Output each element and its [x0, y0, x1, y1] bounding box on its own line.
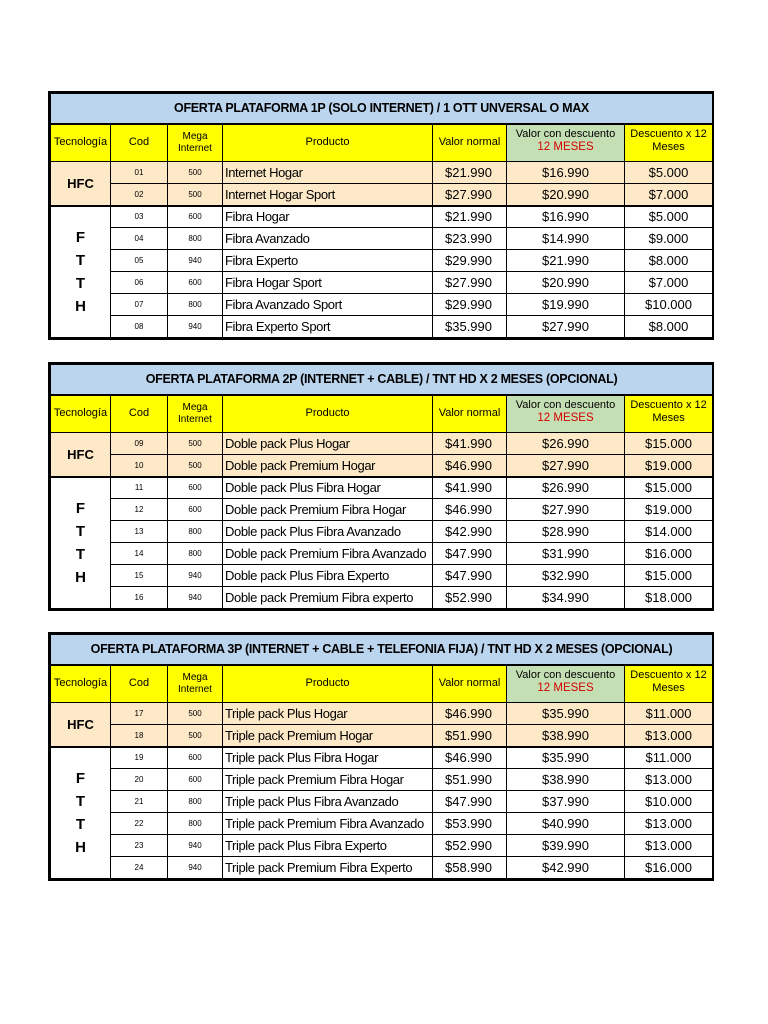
mega-cell: 800 [168, 521, 223, 543]
mega-cell: 500 [168, 433, 223, 455]
producto-cell: Internet Hogar [223, 162, 433, 184]
valor-normal-cell: $46.990 [433, 747, 507, 769]
producto-cell: Doble pack Plus Fibra Hogar [223, 477, 433, 499]
cod-cell: 04 [111, 228, 168, 250]
cod-cell: 18 [111, 725, 168, 747]
valor-normal-cell: $29.990 [433, 294, 507, 316]
valor-normal-cell: $42.990 [433, 521, 507, 543]
table-row [51, 162, 713, 184]
header-cod: Cod [111, 665, 168, 703]
table-row [51, 184, 713, 206]
offer-table-1p [48, 91, 714, 340]
table-row [51, 769, 713, 791]
tech-ftth-label [51, 206, 111, 338]
descuento-cell: $16.000 [625, 543, 713, 565]
mega-cell: 800 [168, 791, 223, 813]
table-row [51, 228, 713, 250]
table-row [51, 499, 713, 521]
header-descuento-line2: Meses [652, 681, 685, 694]
cod-cell: 13 [111, 521, 168, 543]
ftth-letter: F [75, 769, 86, 787]
valor-normal-cell: $46.990 [433, 499, 507, 521]
valor-normal-cell: $47.990 [433, 791, 507, 813]
valor-normal-cell: $53.990 [433, 813, 507, 835]
valor-descuento-cell: $28.990 [507, 521, 625, 543]
header-descuento-line1: Descuento x 12 [630, 668, 707, 681]
header-valor-normal: Valor normal [433, 124, 507, 162]
valor-descuento-cell: $21.990 [507, 250, 625, 272]
header-row [51, 395, 713, 433]
header-mega-line1: Mega [182, 401, 208, 413]
cod-cell: 05 [111, 250, 168, 272]
producto-cell: Fibra Avanzado Sport [223, 294, 433, 316]
ftth-letter: T [75, 792, 86, 810]
valor-normal-cell: $58.990 [433, 857, 507, 879]
valor-normal-cell: $27.990 [433, 184, 507, 206]
cod-cell: 24 [111, 857, 168, 879]
producto-cell: Doble pack Premium Fibra Avanzado [223, 543, 433, 565]
valor-normal-cell: $51.990 [433, 725, 507, 747]
header-mega-line1: Mega [182, 671, 208, 683]
descuento-cell: $5.000 [625, 206, 713, 228]
descuento-cell: $13.000 [625, 813, 713, 835]
mega-cell: 600 [168, 206, 223, 228]
valor-normal-cell: $46.990 [433, 703, 507, 725]
mega-cell: 500 [168, 184, 223, 206]
producto-cell: Doble pack Premium Fibra Hogar [223, 499, 433, 521]
cod-cell: 01 [111, 162, 168, 184]
cod-cell: 16 [111, 587, 168, 609]
cod-cell: 22 [111, 813, 168, 835]
header-mega-line2: Internet [178, 413, 212, 425]
producto-cell: Triple pack Premium Fibra Experto [223, 857, 433, 879]
valor-descuento-cell: $37.990 [507, 791, 625, 813]
valor-normal-cell: $41.990 [433, 433, 507, 455]
ftth-letters [51, 497, 110, 589]
header-valor-descuento-line1: Valor con descuento [515, 127, 616, 140]
valor-descuento-cell: $27.990 [507, 455, 625, 477]
cod-cell: 07 [111, 294, 168, 316]
producto-cell: Fibra Experto Sport [223, 316, 433, 338]
header-tecnologia: Tecnología [51, 124, 111, 162]
header-valor-descuento-months: 12 MESES [537, 681, 594, 694]
offer-table-2p [48, 362, 714, 611]
header-descuento-line2: Meses [652, 411, 685, 424]
valor-descuento-cell: $42.990 [507, 857, 625, 879]
table-row [51, 703, 713, 725]
producto-cell: Fibra Avanzado [223, 228, 433, 250]
producto-cell: Triple pack Premium Hogar [223, 725, 433, 747]
ftth-letter: H [75, 568, 86, 586]
ftth-letter: T [75, 274, 86, 292]
cod-cell: 23 [111, 835, 168, 857]
valor-descuento-cell: $20.990 [507, 184, 625, 206]
valor-normal-cell: $47.990 [433, 565, 507, 587]
header-descuento-meses [625, 124, 713, 162]
tech-hfc-label: HFC [51, 703, 111, 747]
valor-normal-cell: $52.990 [433, 835, 507, 857]
header-producto: Producto [223, 395, 433, 433]
producto-cell: Doble pack Plus Fibra Experto [223, 565, 433, 587]
header-mega-internet [168, 395, 223, 433]
mega-cell: 500 [168, 162, 223, 184]
valor-normal-cell: $23.990 [433, 228, 507, 250]
producto-cell: Triple pack Plus Fibra Hogar [223, 747, 433, 769]
header-descuento-meses [625, 665, 713, 703]
valor-normal-cell: $46.990 [433, 455, 507, 477]
header-producto: Producto [223, 665, 433, 703]
cod-cell: 12 [111, 499, 168, 521]
header-valor-descuento [507, 665, 625, 703]
header-valor-normal: Valor normal [433, 665, 507, 703]
descuento-cell: $10.000 [625, 791, 713, 813]
cod-cell: 21 [111, 791, 168, 813]
mega-cell: 600 [168, 769, 223, 791]
header-mega-line2: Internet [178, 142, 212, 154]
mega-cell: 940 [168, 565, 223, 587]
valor-descuento-cell: $35.990 [507, 703, 625, 725]
descuento-cell: $11.000 [625, 703, 713, 725]
table-row [51, 521, 713, 543]
cod-cell: 03 [111, 206, 168, 228]
mega-cell: 800 [168, 228, 223, 250]
producto-cell: Triple pack Premium Fibra Avanzado [223, 813, 433, 835]
valor-normal-cell: $35.990 [433, 316, 507, 338]
ftth-letter: T [75, 545, 86, 563]
cod-cell: 10 [111, 455, 168, 477]
descuento-cell: $18.000 [625, 587, 713, 609]
valor-descuento-cell: $39.990 [507, 835, 625, 857]
ftth-letter: H [75, 838, 86, 856]
descuento-cell: $8.000 [625, 250, 713, 272]
producto-cell: Triple pack Plus Hogar [223, 703, 433, 725]
ftth-letter: T [75, 251, 86, 269]
valor-descuento-cell: $34.990 [507, 587, 625, 609]
header-tecnologia: Tecnología [51, 665, 111, 703]
header-mega-line1: Mega [182, 130, 208, 142]
valor-descuento-cell: $26.990 [507, 433, 625, 455]
header-valor-descuento-line1: Valor con descuento [515, 668, 616, 681]
producto-cell: Doble pack Plus Hogar [223, 433, 433, 455]
header-descuento-line1: Descuento x 12 [630, 398, 707, 411]
ftth-letter: F [75, 499, 86, 517]
valor-descuento-cell: $31.990 [507, 543, 625, 565]
valor-normal-cell: $21.990 [433, 206, 507, 228]
descuento-cell: $7.000 [625, 184, 713, 206]
header-valor-descuento-months: 12 MESES [537, 411, 594, 424]
descuento-cell: $13.000 [625, 769, 713, 791]
valor-normal-cell: $47.990 [433, 543, 507, 565]
offer-table [50, 93, 713, 338]
mega-cell: 940 [168, 835, 223, 857]
mega-cell: 800 [168, 813, 223, 835]
descuento-cell: $15.000 [625, 477, 713, 499]
header-valor-descuento-line1: Valor con descuento [515, 398, 616, 411]
cod-cell: 17 [111, 703, 168, 725]
cod-cell: 09 [111, 433, 168, 455]
descuento-cell: $7.000 [625, 272, 713, 294]
ftth-letter: F [75, 228, 86, 246]
valor-descuento-cell: $16.990 [507, 162, 625, 184]
valor-descuento-cell: $14.990 [507, 228, 625, 250]
table-row [51, 272, 713, 294]
table-row [51, 455, 713, 477]
mega-cell: 940 [168, 316, 223, 338]
section-title: OFERTA PLATAFORMA 1P (SOLO INTERNET) / 1 OTT UNVERSAL O MAX [51, 94, 713, 124]
tech-ftth-label [51, 477, 111, 609]
producto-cell: Internet Hogar Sport [223, 184, 433, 206]
mega-cell: 600 [168, 747, 223, 769]
header-producto: Producto [223, 124, 433, 162]
valor-normal-cell: $52.990 [433, 587, 507, 609]
valor-normal-cell: $41.990 [433, 477, 507, 499]
table-row [51, 587, 713, 609]
header-valor-normal: Valor normal [433, 395, 507, 433]
ftth-letter: T [75, 522, 86, 540]
mega-cell: 940 [168, 857, 223, 879]
cod-cell: 15 [111, 565, 168, 587]
mega-cell: 800 [168, 543, 223, 565]
header-descuento-line1: Descuento x 12 [630, 127, 707, 140]
table-row [51, 250, 713, 272]
valor-normal-cell: $29.990 [433, 250, 507, 272]
table-row [51, 565, 713, 587]
mega-cell: 600 [168, 477, 223, 499]
descuento-cell: $15.000 [625, 565, 713, 587]
table-row [51, 747, 713, 769]
producto-cell: Doble pack Premium Fibra experto [223, 587, 433, 609]
table-row [51, 543, 713, 565]
ftth-letter: H [75, 297, 86, 315]
valor-normal-cell: $21.990 [433, 162, 507, 184]
header-valor-descuento [507, 124, 625, 162]
header-valor-descuento-months: 12 MESES [537, 140, 594, 153]
ftth-letters [51, 226, 110, 318]
table-row [51, 813, 713, 835]
mega-cell: 600 [168, 499, 223, 521]
table-row [51, 857, 713, 879]
descuento-cell: $16.000 [625, 857, 713, 879]
table-row [51, 725, 713, 747]
tech-hfc-label: HFC [51, 162, 111, 206]
table-row [51, 294, 713, 316]
valor-descuento-cell: $38.990 [507, 725, 625, 747]
valor-descuento-cell: $16.990 [507, 206, 625, 228]
cod-cell: 08 [111, 316, 168, 338]
valor-descuento-cell: $38.990 [507, 769, 625, 791]
producto-cell: Fibra Hogar Sport [223, 272, 433, 294]
valor-descuento-cell: $19.990 [507, 294, 625, 316]
mega-cell: 940 [168, 587, 223, 609]
descuento-cell: $8.000 [625, 316, 713, 338]
cod-cell: 02 [111, 184, 168, 206]
table-row [51, 206, 713, 228]
producto-cell: Fibra Hogar [223, 206, 433, 228]
valor-descuento-cell: $27.990 [507, 316, 625, 338]
descuento-cell: $13.000 [625, 835, 713, 857]
descuento-cell: $13.000 [625, 725, 713, 747]
producto-cell: Doble pack Premium Hogar [223, 455, 433, 477]
cod-cell: 20 [111, 769, 168, 791]
section-title: OFERTA PLATAFORMA 2P (INTERNET + CABLE) / TNT HD X 2 MESES (OPCIONAL) [51, 365, 713, 395]
header-descuento-line2: Meses [652, 140, 685, 153]
producto-cell: Doble pack Plus Fibra Avanzado [223, 521, 433, 543]
header-descuento-meses [625, 395, 713, 433]
valor-descuento-cell: $35.990 [507, 747, 625, 769]
header-mega-line2: Internet [178, 683, 212, 695]
mega-cell: 500 [168, 455, 223, 477]
valor-descuento-cell: $32.990 [507, 565, 625, 587]
valor-descuento-cell: $20.990 [507, 272, 625, 294]
table-row [51, 791, 713, 813]
mega-cell: 500 [168, 725, 223, 747]
descuento-cell: $5.000 [625, 162, 713, 184]
valor-descuento-cell: $27.990 [507, 499, 625, 521]
mega-cell: 500 [168, 703, 223, 725]
descuento-cell: $14.000 [625, 521, 713, 543]
mega-cell: 800 [168, 294, 223, 316]
cod-cell: 14 [111, 543, 168, 565]
cod-cell: 19 [111, 747, 168, 769]
descuento-cell: $19.000 [625, 499, 713, 521]
table-row [51, 477, 713, 499]
header-cod: Cod [111, 395, 168, 433]
producto-cell: Triple pack Plus Fibra Avanzado [223, 791, 433, 813]
table-row [51, 835, 713, 857]
section-title: OFERTA PLATAFORMA 3P (INTERNET + CABLE + TELEFONIA FIJA) / TNT HD X 2 MESES (OPCIONAL) [51, 635, 713, 665]
offer-table [50, 634, 713, 879]
tech-ftth-label [51, 747, 111, 879]
header-mega-internet [168, 665, 223, 703]
valor-normal-cell: $51.990 [433, 769, 507, 791]
mega-cell: 600 [168, 272, 223, 294]
offer-table-3p [48, 632, 714, 881]
ftth-letter: T [75, 815, 86, 833]
header-row [51, 665, 713, 703]
header-mega-internet [168, 124, 223, 162]
producto-cell: Triple pack Premium Fibra Hogar [223, 769, 433, 791]
mega-cell: 940 [168, 250, 223, 272]
descuento-cell: $11.000 [625, 747, 713, 769]
producto-cell: Fibra Experto [223, 250, 433, 272]
header-cod: Cod [111, 124, 168, 162]
descuento-cell: $15.000 [625, 433, 713, 455]
descuento-cell: $10.000 [625, 294, 713, 316]
header-tecnologia: Tecnología [51, 395, 111, 433]
ftth-letters [51, 767, 110, 859]
producto-cell: Triple pack Plus Fibra Experto [223, 835, 433, 857]
offer-table [50, 364, 713, 609]
valor-descuento-cell: $40.990 [507, 813, 625, 835]
valor-normal-cell: $27.990 [433, 272, 507, 294]
table-row [51, 433, 713, 455]
table-row [51, 316, 713, 338]
header-row [51, 124, 713, 162]
header-valor-descuento [507, 395, 625, 433]
descuento-cell: $9.000 [625, 228, 713, 250]
tech-hfc-label: HFC [51, 433, 111, 477]
cod-cell: 06 [111, 272, 168, 294]
descuento-cell: $19.000 [625, 455, 713, 477]
valor-descuento-cell: $26.990 [507, 477, 625, 499]
cod-cell: 11 [111, 477, 168, 499]
